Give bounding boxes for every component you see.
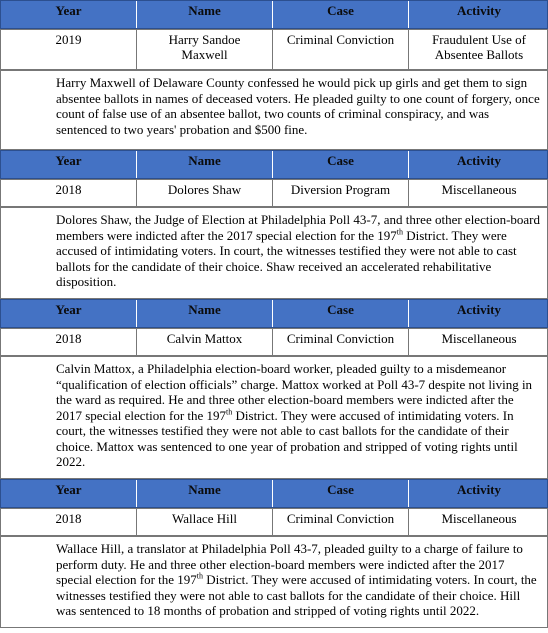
- header-case: Case: [273, 480, 409, 507]
- table-header-3: [0, 299, 548, 328]
- header-case: Case: [273, 300, 409, 327]
- header-activity: Activity: [456, 482, 502, 497]
- header-case: Case: [273, 151, 409, 178]
- cell-name: Wallace Hill: [137, 509, 273, 535]
- record-description: [0, 207, 548, 299]
- header-name: Name: [137, 300, 273, 327]
- description-text: Wallace Hill, a translator at Philadelphia Poll 43-7, pleaded guilty to a charge of failure to perform duty. He and three other election-board members were indicted after the 2017 special election for the 197th District. They were accused of intimidating voters. In court, the witnesses testified they were not able to cast ballots for the candidate of their choice. Hill was sentenced to 18 months of probation and stripped of voting rights until 2022.: [56, 541, 537, 618]
- table-row: [0, 179, 548, 207]
- description-text: Calvin Mattox, a Philadelphia election-board worker, pleaded guilty to a misdemeanor “qualification of election officials” charge. Mattox worked at Poll 43-7 despite not living in the ward as required. He and three other election-board members were indicted after the 2017 special election for the 197th District. They were accused of intimidating voters. In court, the witnesses testified they were not able to cast ballots for the candidate of their choice. Mattox was sentenced to one year of probation and stripped of voting rights until 2022.: [56, 361, 533, 469]
- cell-year: 2018: [1, 509, 137, 535]
- cell-case: Criminal Conviction: [273, 509, 409, 535]
- header-activity: Activity: [456, 3, 502, 18]
- cell-year: 2018: [1, 180, 137, 206]
- header-year: Year: [1, 1, 137, 28]
- cell-case: Criminal Conviction: [273, 329, 409, 355]
- cell-activity-text: Fraudulent Use of Absentee Ballots: [432, 32, 526, 62]
- cell-name: [137, 30, 273, 69]
- header-year: Year: [1, 480, 137, 507]
- cell-name: Calvin Mattox: [137, 329, 273, 355]
- table-header-2: [0, 150, 548, 179]
- header-case: Case: [273, 1, 409, 28]
- header-year: Year: [1, 300, 137, 327]
- header-name: Name: [137, 151, 273, 178]
- header-name: Name: [137, 480, 273, 507]
- table-row: [0, 29, 548, 70]
- header-year: Year: [1, 151, 137, 178]
- record-description: [0, 536, 548, 628]
- header-name: Name: [137, 1, 273, 28]
- cell-activity: [409, 30, 548, 69]
- header-activity: Activity: [456, 302, 502, 317]
- record-description: [0, 356, 548, 479]
- cell-name: Dolores Shaw: [137, 180, 273, 206]
- cell-case: Diversion Program: [273, 180, 409, 206]
- cell-activity: Miscellaneous: [441, 182, 517, 197]
- header-activity: Activity: [456, 153, 502, 168]
- record-description: Harry Maxwell of Delaware County confessed he would pick up girls and get them to sign absentee ballots in names of deceased voters. He pleaded guilty to one count of forgery, once count of false use of an absentee ballot, two counts of criminal conspiracy, and was sentenced to two years' probation and $500 fine.: [0, 70, 548, 150]
- table-row: [0, 508, 548, 536]
- cell-case: Criminal Conviction: [273, 30, 409, 69]
- description-text: Dolores Shaw, the Judge of Election at Philadelphia Poll 43-7, and three other election-board members were indicted after the 2017 special election for the 197th District. They were accused of intimidating voters. In court, the witnesses testified they were not able to cast ballots for the candidate of their choice. Shaw received an accelerated rehabilitative disposition.: [56, 212, 540, 289]
- cell-year: 2018: [1, 329, 137, 355]
- cell-year: 2019: [1, 30, 137, 69]
- table-header-4: [0, 479, 548, 508]
- cell-activity: Miscellaneous: [441, 331, 517, 346]
- cell-name-text: Harry Sandoe Maxwell: [168, 32, 241, 62]
- table-row: [0, 328, 548, 356]
- cell-activity: Miscellaneous: [441, 511, 517, 526]
- table-header-1: [0, 0, 548, 29]
